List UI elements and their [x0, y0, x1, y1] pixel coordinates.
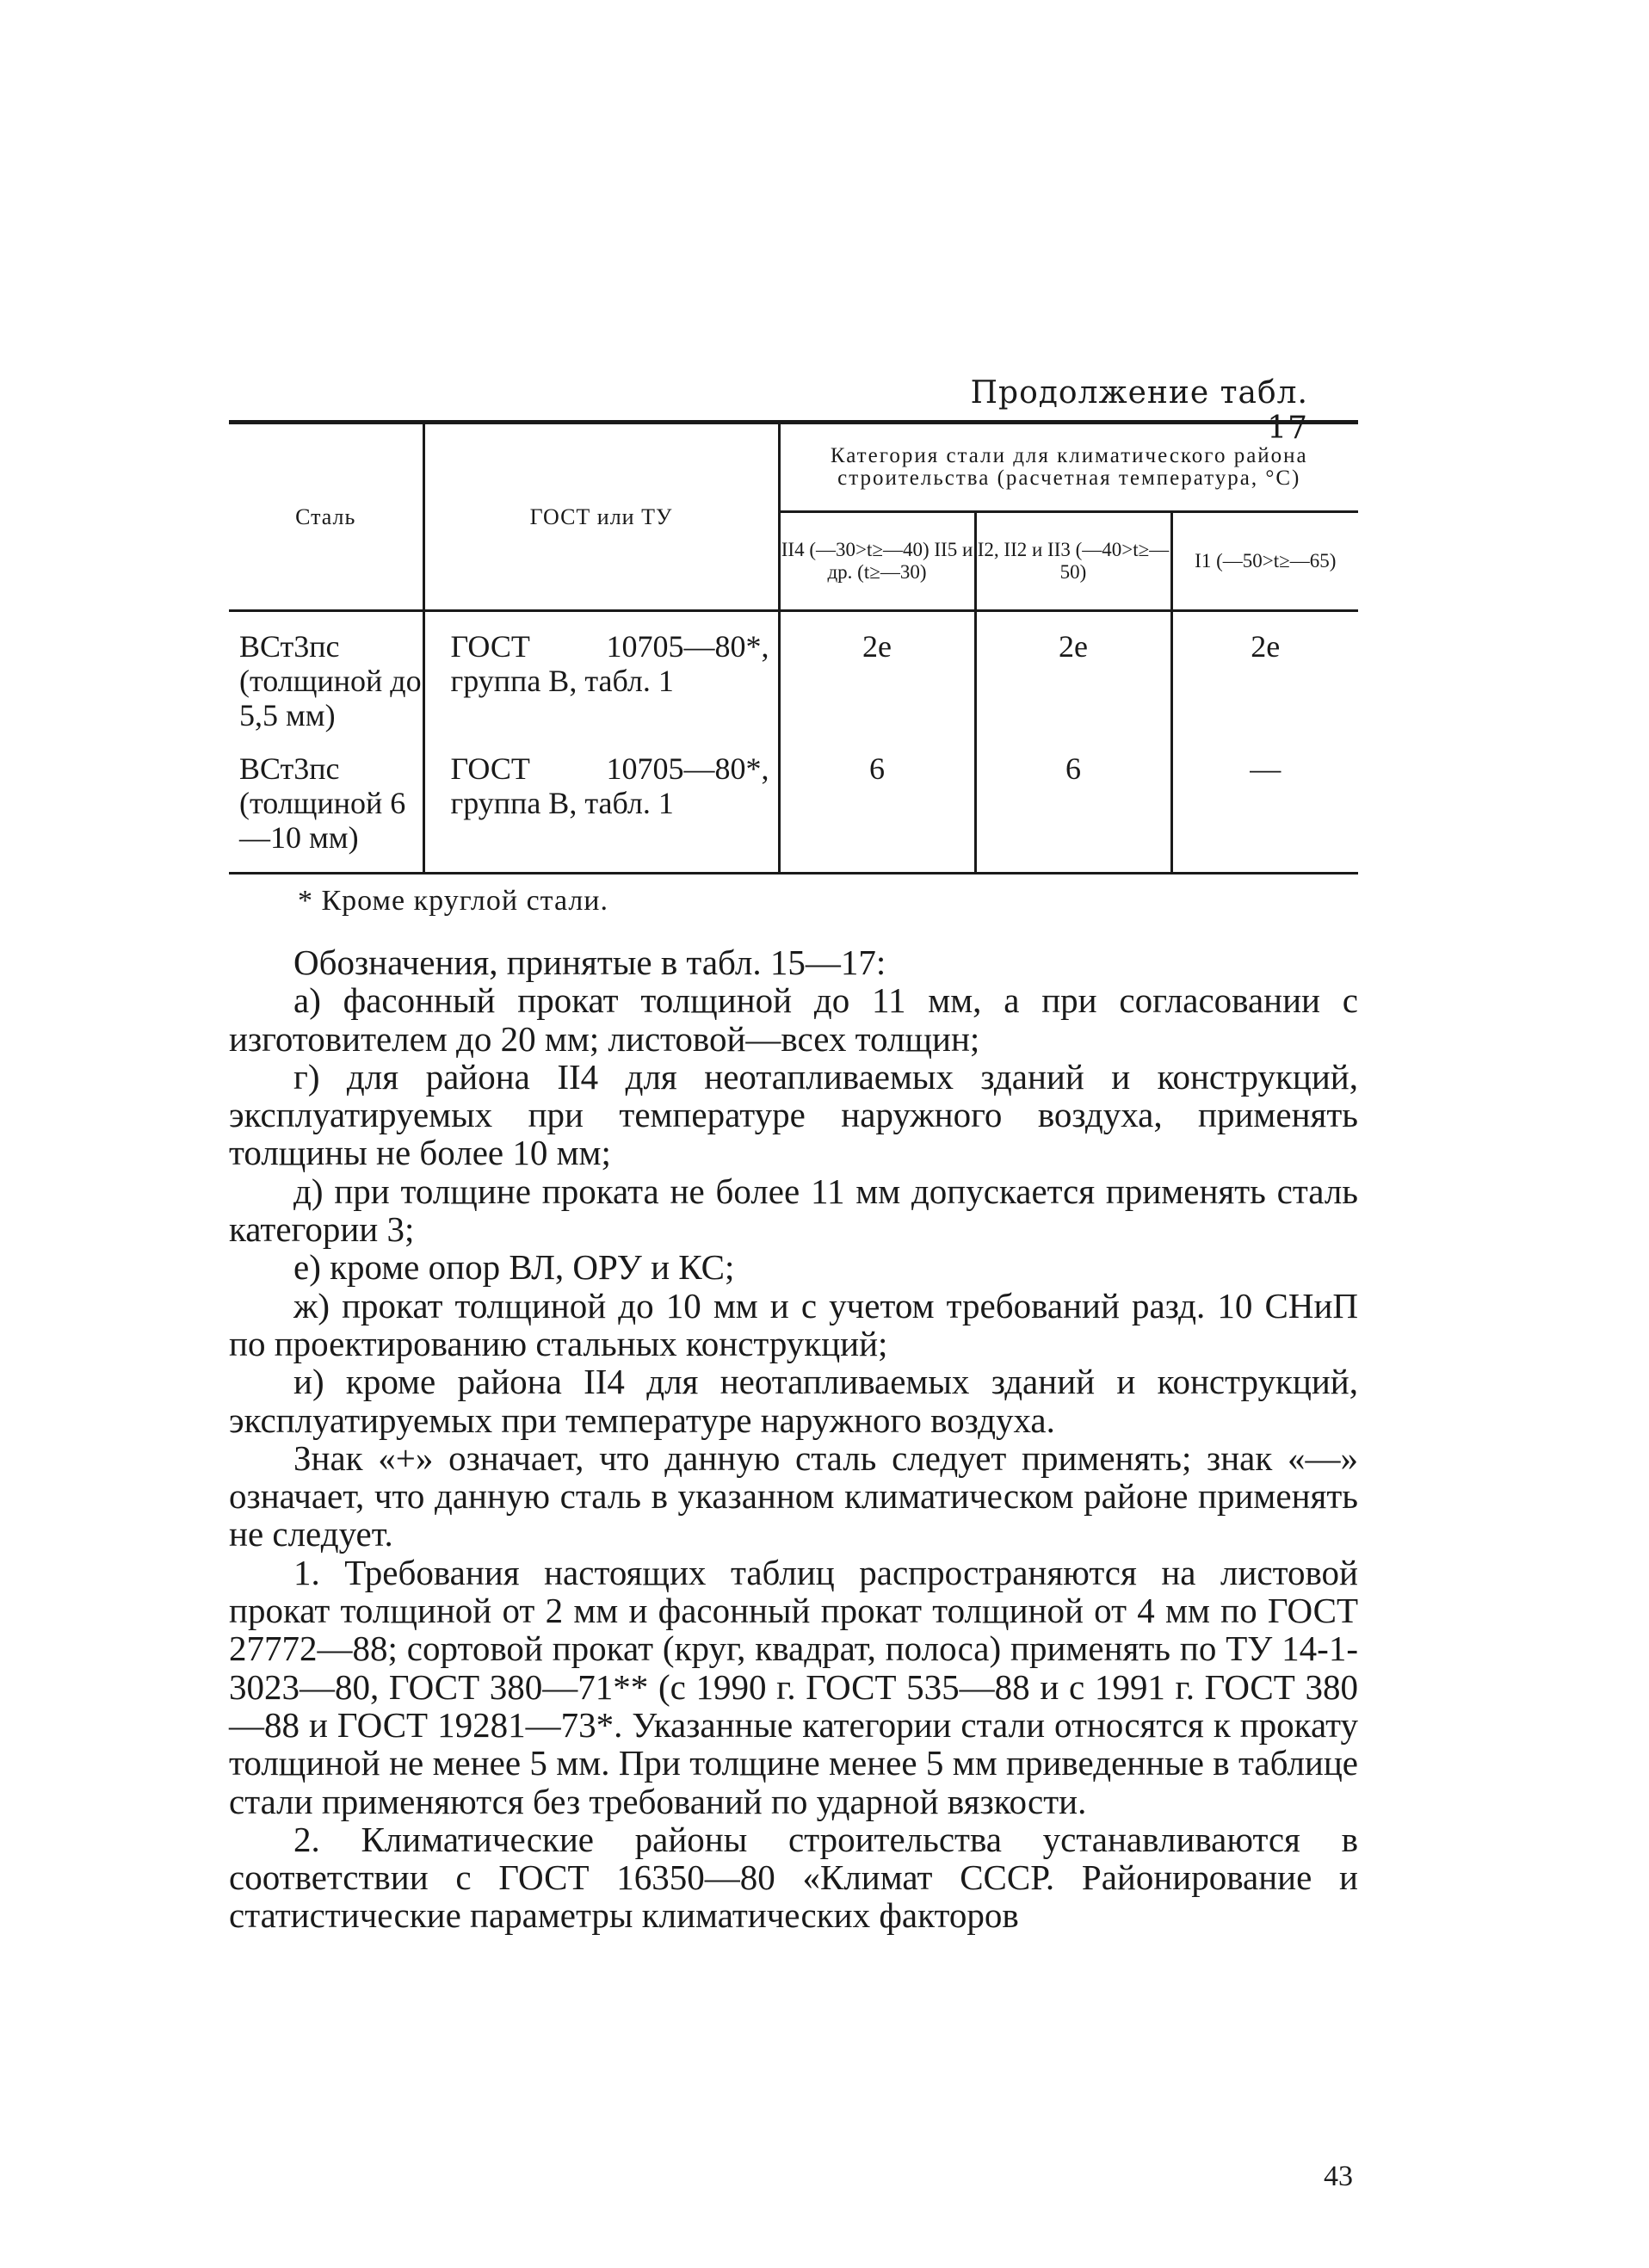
sign-legend: Знак «+» означает, что данную сталь следует применять; знак «—» означает, что данную сталь в указанном климатическом районе применять не следует.: [229, 1437, 1358, 1554]
cell-value: 6: [779, 732, 975, 874]
header-district-3: I1 (—50>t≥—65): [1171, 512, 1358, 611]
cell-gost-group: группа В, табл. 1: [450, 664, 674, 698]
header-gost: ГОСТ или ТУ: [423, 423, 779, 611]
notes-heading: Обозначения, принятые в табл. 15—17:: [293, 942, 886, 982]
cell-value: 6: [975, 732, 1171, 874]
header-category-group: Категория стали для климатического района строительства (расчетная температура, °С): [779, 423, 1358, 512]
cell-gost-number: 10705—80*,: [606, 629, 769, 664]
note-item-e: е) кроме опор ВЛ, ОРУ и КС;: [293, 1247, 735, 1288]
note-1: 1. Требования настоящих таблиц распространяются на листовой прокат толщиной от 2 мм и фасонный прокат толщиной от 4 мм по ГОСТ 27772—88; сортовой прокат (круг, квадрат, полоса) применять по ТУ 14-1-3023—80, ГОСТ 380—71** (с 1990 г. ГОСТ 535—88 и с 1991 г. ГОСТ 380—88 и ГОСТ 19281—73*. Указанные категории стали относятся к прокату толщиной не менее 5 мм. При толщине менее 5 мм приведенные в таблице стали применяются без требований по ударной вязкости.: [229, 1552, 1358, 1821]
table-footnote: * Кроме круглой стали.: [298, 885, 609, 917]
page-number: 43: [1324, 2160, 1353, 2192]
table-bottom-rule: [229, 874, 1358, 879]
table-row: [229, 611, 1358, 733]
cell-value: 2е: [975, 611, 1171, 733]
cell-steel: ВСт3пс (толщиной 6—10 мм): [229, 732, 423, 874]
note-item-i: и) кроме района II4 для неотапливаемых зданий и конструкций, эксплуатируемых при температуре наружного воздуха.: [229, 1362, 1358, 1440]
header-district-2: I2, II2 и II3 (—40>t≥—50): [975, 512, 1171, 611]
cell-gost: [423, 732, 779, 874]
cell-gost-prefix: ГОСТ: [450, 629, 530, 664]
note-item-a: а) фасонный прокат толщиной до 11 мм, а при согласовании с изготовителем до 20 мм; листовой—всех толщин;: [229, 980, 1358, 1059]
cell-steel: ВСт3пс (толщиной до 5,5 мм): [229, 611, 423, 733]
cell-gost-number: 10705—80*,: [606, 751, 769, 786]
cell-value: 2е: [1251, 629, 1281, 664]
note-item-d: д) при толщине проката не более 11 мм допускается применять сталь категории 3;: [229, 1171, 1358, 1250]
cell-gost: [423, 611, 779, 733]
note-item-g: г) для района II4 для неотапливаемых зданий и конструкций, эксплуатируемых при температуре наружного воздуха, применять толщины не более 10 мм;: [229, 1056, 1358, 1173]
steel-category-table: [229, 420, 1358, 878]
cell-gost-group: группа В, табл. 1: [450, 786, 674, 820]
header-district-1: II4 (—30>t≥—40) II5 и др. (t≥—30): [779, 512, 975, 611]
note-2: 2. Климатические районы строительства устанавливаются в соответствии с ГОСТ 16350—80 «Климат СССР. Районирование и статистические параметры климатических факторов: [229, 1819, 1358, 1936]
note-item-zh: ж) прокат толщиной до 10 мм и с учетом требований разд. 10 СНиП по проектированию стальных конструкций;: [229, 1285, 1358, 1363]
cell-gost-prefix: ГОСТ: [450, 751, 530, 786]
notes-text: [229, 943, 1358, 1935]
header-steel: Сталь: [229, 423, 423, 611]
table-caption: Продолжение табл. 17: [970, 375, 1308, 446]
cell-value: 2е: [779, 611, 975, 733]
table-row: [229, 732, 1358, 874]
cell-value: —: [1250, 751, 1282, 786]
